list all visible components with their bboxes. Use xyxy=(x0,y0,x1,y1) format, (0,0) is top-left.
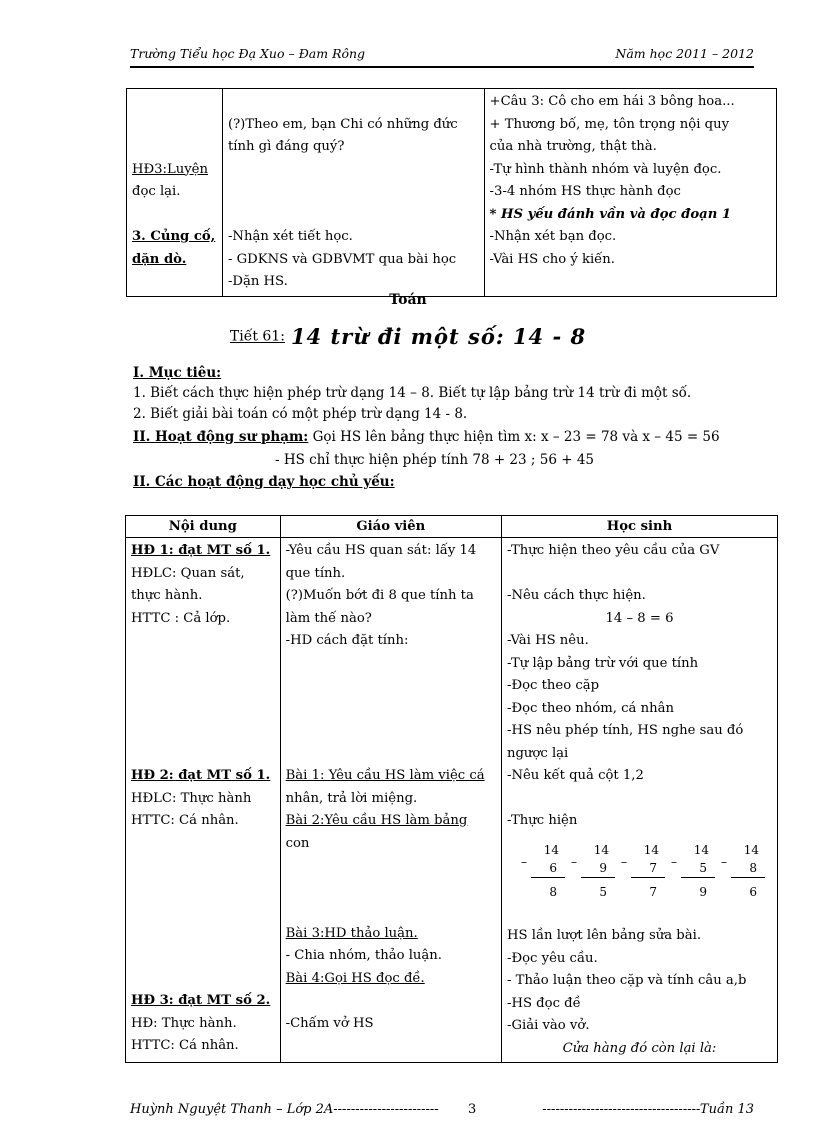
t1-student-col: +Câu 3: Cô cho em hái 3 bông hoa... + Thương bố, mẹ, tôn trọng nội quy của nhà trường, thật thà. -Tự hình thành nhóm và luyện đọc. -3-4 nhóm HS thực hành đọc * HS yếu đánh vần và đọc đoạn 1 -Nhận xét bạn đọc. -Vài HS cho ý kiến. xyxy=(484,89,776,297)
answer-intro: Cửa hàng đó còn lại là: xyxy=(562,1040,717,1056)
page-header xyxy=(130,44,754,68)
hd3-label: HĐ3:Luyện xyxy=(132,161,208,177)
activities-heading: II. Các hoạt động dạy học chủ yếu: xyxy=(133,474,395,490)
example-calc: 14 – 8 = 6 xyxy=(605,610,674,626)
t1-content-col: HĐ3:Luyện đọc lại. 3. Củng cố, dặn dò. xyxy=(127,89,223,297)
col-header-content: Nội dung xyxy=(126,516,281,538)
weak-student-note: * HS yếu đánh vần và đọc đoạn 1 xyxy=(489,206,732,222)
subtraction-op: – 14 7 7 xyxy=(621,839,665,899)
col-header-student: Học sinh xyxy=(502,516,778,538)
t2-student-col: -Thực hiện theo yêu cầu của GV -Nêu cách thực hiện. 14 – 8 = 6 -Vài HS nêu. -Tự lập bảng trừ với que tính -Đọc theo cặp -Đọc theo nhóm, cá nhân -HS nêu phép tính, HS nghe sau đó ngược lại -Nêu kết quả cột 1,2 -Thực hiện – 14 6 8 – 14 9 5 – 14 7 7 – 14 5 9 – 14 8 6 HS lần lượt lên bảng sửa bài. -Đọc yêu cầu. - Thảo luận theo cặp và tính câu a,b -HS đọc đề -Giải vào vở. Cửa hàng đó còn lại là: xyxy=(502,538,778,1063)
bai-4: Bài 4:Gọi HS đọc đề. xyxy=(285,970,425,986)
lesson-label: Tiết 61: xyxy=(229,328,285,345)
subtraction-op: – 14 5 9 xyxy=(671,839,715,899)
t2-content-col: HĐ 1: đạt MT số 1. HĐLC: Quan sát, thực hành. HTTC : Cả lớp. HĐ 2: đạt MT số 1. HĐLC: Thực hành HTTC: Cá nhân. HĐ 3: đạt MT số 2. HĐ: Thực hành. HTTC: Cá nhân. xyxy=(126,538,281,1063)
cung-co-label: 3. Củng cố, xyxy=(132,229,216,244)
school-year: Năm học 2011 – 2012 xyxy=(615,46,754,61)
school-name: Trường Tiểu học Đạ Xuo – Đam Rông xyxy=(130,46,366,61)
lesson-name: 14 trừ đi một số: 14 - 8 xyxy=(290,324,587,349)
pedagogy-line-2: - HS chỉ thực hiện phép tính 78 + 23 ; 56 + 45 xyxy=(275,452,594,468)
subtraction-op: – 14 9 5 xyxy=(571,839,615,899)
col-header-teacher: Giáo viên xyxy=(280,516,501,538)
pedagogy-line: II. Hoạt động sư phạm: Gọi HS lên bảng thực hiện tìm x: x – 23 = 78 và x – 45 = 56 xyxy=(133,429,720,445)
t1-teacher-col: (?)Theo em, bạn Chi có những đức tính gì đáng quý? -Nhận xét tiết học. - GDKNS và GDBVMT qua bài học -Dặn HS. xyxy=(222,89,484,297)
bai-3: Bài 3:HD thảo luận. xyxy=(285,925,418,941)
bai-2: Bài 2:Yêu cầu HS làm bảng xyxy=(285,813,468,828)
bai-1: Bài 1: Yêu cầu HS làm việc cá xyxy=(285,768,485,783)
activities-table xyxy=(125,515,778,1063)
objective-1: 1. Biết cách thực hiện phép trừ dạng 14 – 8. Biết tự lập bảng trừ 14 trừ đi một số. xyxy=(133,385,692,401)
lesson-title xyxy=(0,324,816,349)
footer-author: Huỳnh Nguyệt Thanh – Lớp 2A------------------------ xyxy=(130,1102,439,1117)
pedagogy-heading: II. Hoạt động sư phạm: xyxy=(133,429,309,445)
subtraction-exercises xyxy=(507,833,772,903)
subtraction-op: – 14 6 8 xyxy=(521,839,565,899)
objectives-heading: I. Mục tiêu: xyxy=(133,365,222,381)
subject-title: Toán xyxy=(389,292,427,308)
page-number: 3 xyxy=(468,1102,477,1117)
objective-2: 2. Biết giải bài toán có một phép trừ dạng 14 - 8. xyxy=(133,406,468,422)
lesson-table-continued xyxy=(126,88,777,297)
subtraction-op: – 14 8 6 xyxy=(721,839,765,899)
footer-week: ------------------------------------Tuần 13 xyxy=(542,1102,754,1117)
t2-teacher-col: -Yêu cầu HS quan sát: lấy 14 que tính. (?)Muốn bớt đi 8 que tính ta làm thế nào? -HD cách đặt tính: Bài 1: Yêu cầu HS làm việc cá nhân, trả lời miệng. Bài 2:Yêu cầu HS làm bảng con Bài 3:HD thảo luận. - Chia nhóm, thảo luận. Bài 4:Gọi HS đọc đề. -Chấm vở HS xyxy=(280,538,501,1063)
